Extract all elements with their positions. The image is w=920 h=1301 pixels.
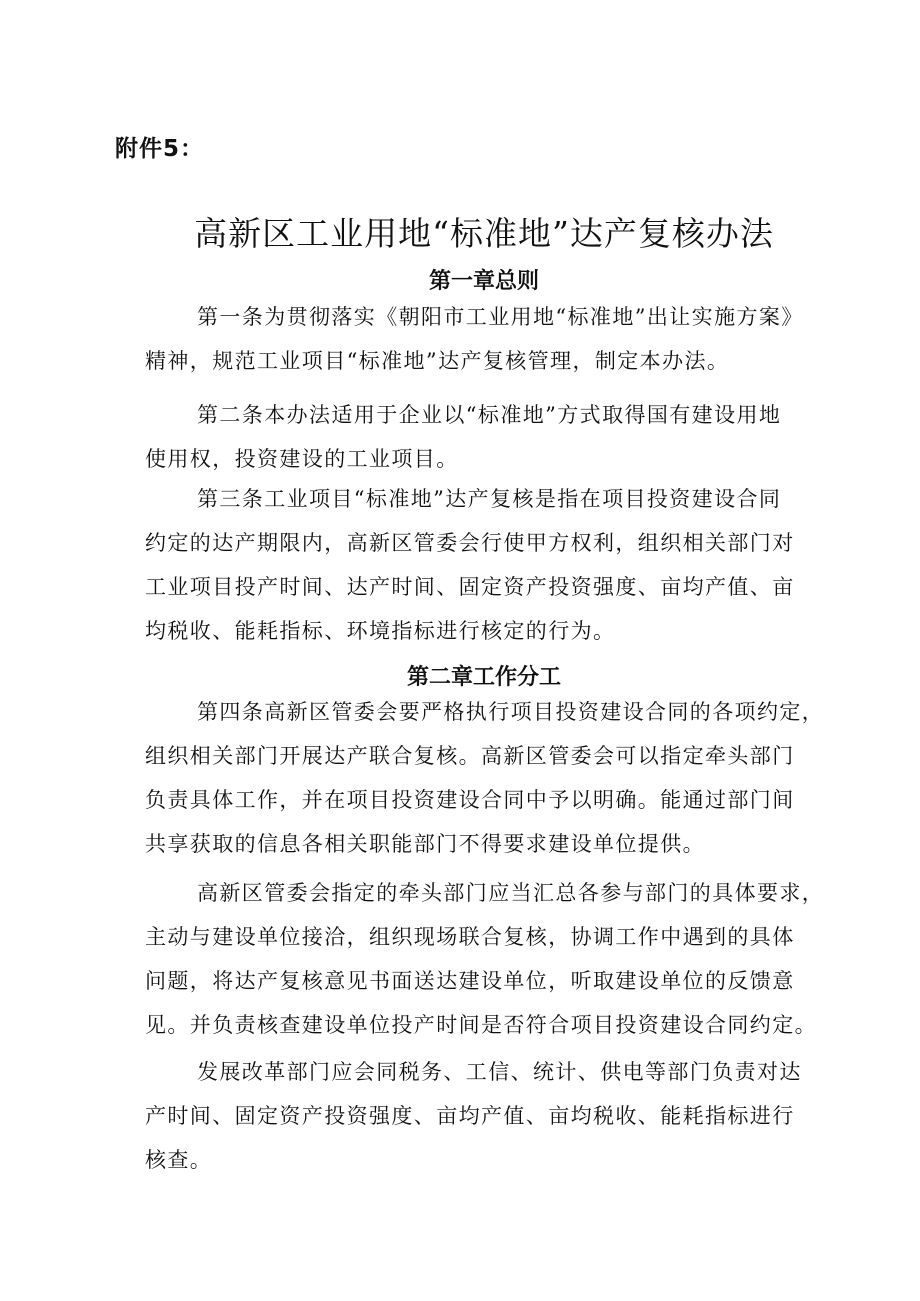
paragraph-line: 第三条工业项目“标准地”达产复核是指在项目投资建设合同 xyxy=(197,487,782,511)
article-paragraph xyxy=(145,393,781,481)
paragraph-line: 第二条本办法适用于企业以“标准地”方式取得国有建设用地 xyxy=(197,403,782,427)
article-paragraph xyxy=(145,871,824,1047)
paragraph-line: 使用权，投资建设的工业项目。 xyxy=(145,447,459,471)
paragraph-line: 第四条高新区管委会要严格执行项目投资建设合同的各项约定， xyxy=(197,700,825,724)
paragraph-line: 发展改革部门应会同税务、工信、统计、供电等部门负责对达 xyxy=(197,1060,802,1084)
paragraph-line: 约定的达产期限内，高新区管委会行使甲方权利，组织相关部门对 xyxy=(145,531,795,555)
paragraph-line: 第一条为贯彻落实《朝阳市工业用地“标准地”出让实施方案》 xyxy=(197,305,804,329)
article-paragraph xyxy=(145,690,824,866)
article-paragraph xyxy=(145,1050,802,1182)
paragraph-line: 高新区管委会指定的牵头部门应当汇总各参与部门的具体要求， xyxy=(197,881,825,905)
attachment-label: 附件5： xyxy=(115,136,205,162)
article-paragraph xyxy=(145,295,804,383)
paragraph-line: 核查。 xyxy=(145,1148,213,1172)
paragraph-line: 工业项目投产时间、达产时间、固定资产投资强度、亩均产值、亩 xyxy=(145,575,795,599)
paragraph-line: 主动与建设单位接洽，组织现场联合复核，协调工作中遇到的具体 xyxy=(145,925,795,949)
paragraph-line: 均税收、能耗指标、环境指标进行核定的行为。 xyxy=(145,619,616,643)
paragraph-line: 精神，规范工业项目“标准地”达产复核管理，制定本办法。 xyxy=(145,349,730,373)
paragraph-line: 产时间、固定资产投资强度、亩均产值、亩均税收、能耗指标进行 xyxy=(145,1104,795,1128)
paragraph-line: 共享获取的信息各相关职能部门不得要求建设单位提供。 xyxy=(145,832,705,856)
paragraph-line: 问题，将达产复核意见书面送达建设单位，听取建设单位的反馈意 xyxy=(145,969,795,993)
chapter-heading: 第二章工作分工 xyxy=(406,665,561,690)
paragraph-line: 见。并负责核查建设单位投产时间是否符合项目投资建设合同约定。 xyxy=(145,1013,817,1037)
paragraph-line: 负责具体工作，并在项目投资建设合同中予以明确。能通过部门间 xyxy=(145,788,795,812)
article-paragraph xyxy=(145,477,795,653)
document-title: 高新区工业用地“标准地”达产复核办法 xyxy=(194,214,774,253)
chapter-heading: 第一章总则 xyxy=(428,269,539,294)
paragraph-line: 组织相关部门开展达产联合复核。高新区管委会可以指定牵头部门 xyxy=(145,744,795,768)
